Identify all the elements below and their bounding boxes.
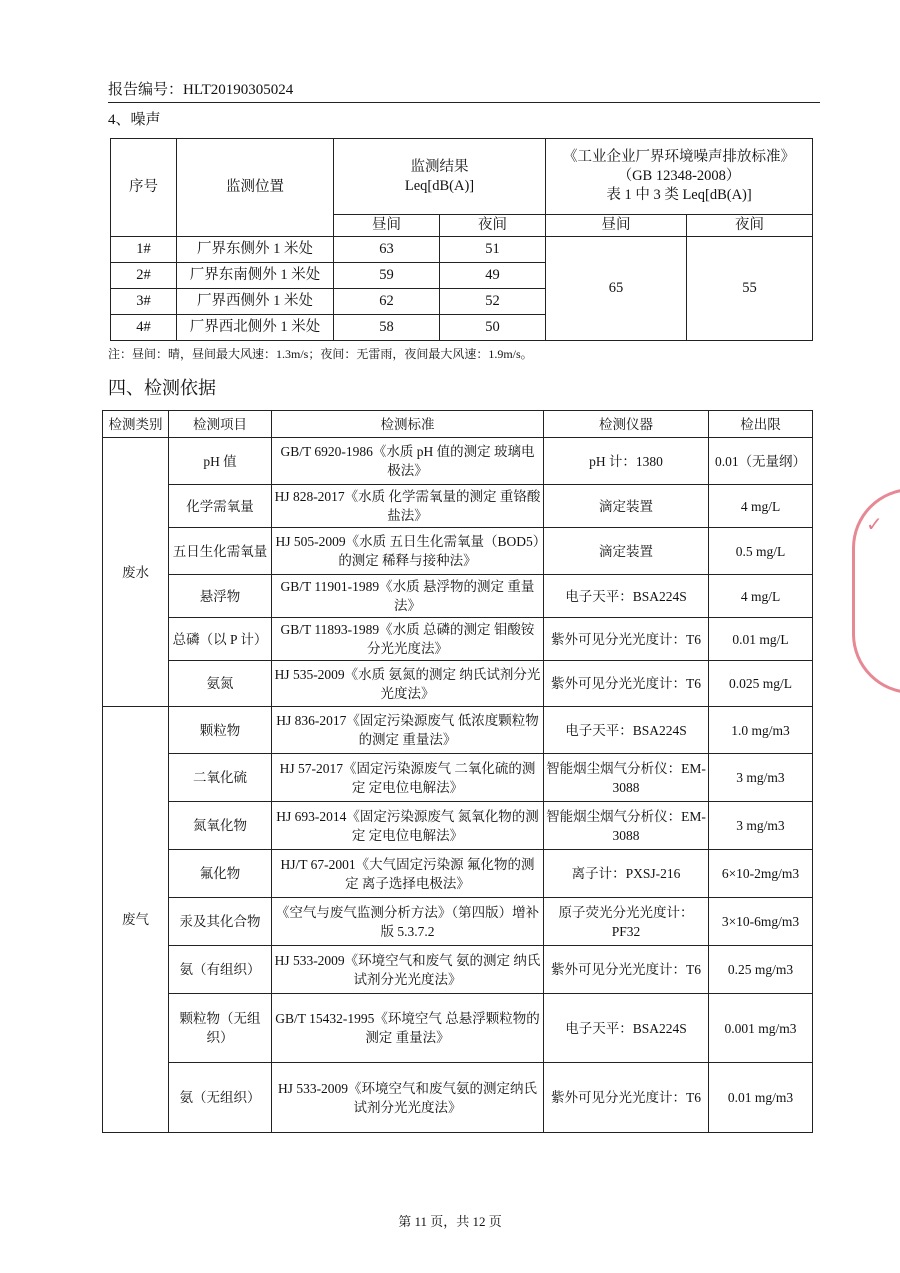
row-item: 氨氮 [169, 661, 272, 707]
row-item: 汞及其化合物 [169, 898, 272, 946]
row-standard: GB/T 11893-1989《水质 总磷的测定 钼酸铵分光光度法》 [272, 618, 544, 661]
row-instrument: pH 计：1380 [544, 438, 709, 485]
header-instrument: 检测仪器 [544, 411, 709, 438]
row-limit: 4 mg/L [709, 575, 813, 618]
table-row [103, 754, 813, 802]
header-standard-name: 《工业企业厂界环境噪声排放标准》 [563, 149, 796, 165]
row-day: 63 [334, 237, 440, 263]
header-standard-class: 表 1 中 3 类 Leq[dB(A)] [606, 187, 752, 203]
row-instrument: 紫外可见分光光度计：T6 [544, 661, 709, 707]
table-row [103, 618, 813, 661]
row-day: 58 [334, 315, 440, 341]
header-category: 检测类别 [103, 411, 169, 438]
row-instrument: 离子计：PXSJ-216 [544, 850, 709, 898]
row-night: 51 [440, 237, 546, 263]
table-row [103, 528, 813, 575]
header-result-unit: Leq[dB(A)] [404, 177, 475, 194]
row-instrument: 紫外可见分光光度计：T6 [544, 1063, 709, 1133]
row-standard: 《空气与废气监测分析方法》（第四版）增补版 5.3.7.2 [272, 898, 544, 946]
row-day: 62 [334, 289, 440, 315]
row-item: 悬浮物 [169, 575, 272, 618]
header-item: 检测项目 [169, 411, 272, 438]
row-standard: HJ 505-2009《水质 五日生化需氧量（BOD5）的测定 稀释与接种法》 [272, 528, 544, 575]
table-row [103, 485, 813, 528]
table-row [103, 661, 813, 707]
table-row [103, 946, 813, 994]
limit-night: 55 [687, 237, 813, 341]
row-instrument: 电子天平：BSA224S [544, 575, 709, 618]
row-item: 二氧化硫 [169, 754, 272, 802]
row-night: 50 [440, 315, 546, 341]
row-standard: HJ/T 67-2001《大气固定污染源 氟化物的测定 离子选择电极法》 [272, 850, 544, 898]
table-row [103, 1063, 813, 1133]
category-water: 废水 [103, 438, 169, 707]
row-no: 4# [111, 315, 177, 341]
row-standard: GB/T 11901-1989《水质 悬浮物的测定 重量法》 [272, 575, 544, 618]
row-standard: HJ 533-2009《环境空气和废气氨的测定纳氏试剂分光光度法》 [272, 1063, 544, 1133]
row-item: 总磷（以 P 计） [169, 618, 272, 661]
table-row [103, 994, 813, 1063]
header-result-label: 监测结果 [410, 158, 469, 175]
row-item: 氟化物 [169, 850, 272, 898]
row-limit: 0.01（无量纲） [709, 438, 813, 485]
row-instrument: 滴定装置 [544, 485, 709, 528]
header-standard-code: （GB 12348-2008） [617, 168, 741, 184]
row-limit: 0.01 mg/L [709, 618, 813, 661]
row-location: 厂界西侧外 1 米处 [177, 289, 334, 315]
row-night: 49 [440, 263, 546, 289]
row-item: 氮氧化物 [169, 802, 272, 850]
category-gas: 废气 [103, 707, 169, 1133]
row-standard: HJ 693-2014《固定污染源废气 氮氧化物的测定 定电位电解法》 [272, 802, 544, 850]
row-day: 59 [334, 263, 440, 289]
row-standard: GB/T 15432-1995《环境空气 总悬浮颗粒物的测定 重量法》 [272, 994, 544, 1063]
row-item: 颗粒物 [169, 707, 272, 754]
row-item: 五日生化需氧量 [169, 528, 272, 575]
row-item: 氨（无组织） [169, 1063, 272, 1133]
table-row [103, 898, 813, 946]
row-instrument: 原子荧光分光光度计：PF32 [544, 898, 709, 946]
table-row [103, 707, 813, 754]
row-instrument: 电子天平：BSA224S [544, 707, 709, 754]
row-limit: 0.01 mg/m3 [709, 1063, 813, 1133]
header-result [334, 139, 546, 215]
row-limit: 0.001 mg/m3 [709, 994, 813, 1063]
section-title-noise: 4、噪声 [108, 112, 161, 128]
row-standard: HJ 57-2017《固定污染源废气 二氧化硫的测定 定电位电解法》 [272, 754, 544, 802]
row-item: 颗粒物（无组织） [169, 994, 272, 1063]
section-title-basis: 四、检测依据 [108, 378, 216, 398]
row-item: 化学需氧量 [169, 485, 272, 528]
row-standard: GB/T 6920-1986《水质 pH 值的测定 玻璃电极法》 [272, 438, 544, 485]
row-instrument: 紫外可见分光光度计：T6 [544, 946, 709, 994]
row-standard: HJ 535-2009《水质 氨氮的测定 纳氏试剂分光光度法》 [272, 661, 544, 707]
row-instrument: 智能烟尘烟气分析仪：EM-3088 [544, 802, 709, 850]
report-number: 报告编号：HLT20190305024 [108, 78, 820, 103]
row-location: 厂界西北侧外 1 米处 [177, 315, 334, 341]
header-limit: 检出限 [709, 411, 813, 438]
table-row [103, 575, 813, 618]
table-row [103, 802, 813, 850]
row-location: 厂界东南侧外 1 米处 [177, 263, 334, 289]
header-location: 监测位置 [177, 139, 334, 237]
row-limit: 4 mg/L [709, 485, 813, 528]
row-no: 2# [111, 263, 177, 289]
table-row [103, 438, 813, 485]
header-result-night: 夜间 [440, 215, 546, 237]
row-limit: 0.025 mg/L [709, 661, 813, 707]
header-limit-day: 昼间 [546, 215, 687, 237]
header-limit-night: 夜间 [687, 215, 813, 237]
row-no: 1# [111, 237, 177, 263]
page-number: 第 11 页，共 12 页 [398, 1214, 502, 1229]
row-instrument: 紫外可见分光光度计：T6 [544, 618, 709, 661]
row-item: pH 值 [169, 438, 272, 485]
row-limit: 0.25 mg/m3 [709, 946, 813, 994]
row-standard: HJ 533-2009《环境空气和废气 氨的测定 纳氏试剂分光光度法》 [272, 946, 544, 994]
row-limit: 3×10-6mg/m3 [709, 898, 813, 946]
seal-stamp-mark: ✓ [866, 514, 883, 536]
row-night: 52 [440, 289, 546, 315]
basis-table [102, 410, 813, 1133]
row-no: 3# [111, 289, 177, 315]
noise-table [110, 138, 813, 341]
table-row [111, 237, 813, 263]
row-limit: 3 mg/m3 [709, 802, 813, 850]
row-instrument: 滴定装置 [544, 528, 709, 575]
row-instrument: 智能烟尘烟气分析仪：EM-3088 [544, 754, 709, 802]
header-standard: 检测标准 [272, 411, 544, 438]
row-limit: 3 mg/m3 [709, 754, 813, 802]
weather-note: 注：昼间：晴，昼间最大风速：1.3m/s；夜间：无雷雨，夜间最大风速：1.9m/s。 [108, 347, 533, 361]
row-standard: HJ 828-2017《水质 化学需氧量的测定 重铬酸盐法》 [272, 485, 544, 528]
row-limit: 0.5 mg/L [709, 528, 813, 575]
header-result-day: 昼间 [334, 215, 440, 237]
limit-day: 65 [546, 237, 687, 341]
row-standard: HJ 836-2017《固定污染源废气 低浓度颗粒物的测定 重量法》 [272, 707, 544, 754]
row-limit: 1.0 mg/m3 [709, 707, 813, 754]
table-row [103, 850, 813, 898]
header-no: 序号 [111, 139, 177, 237]
row-limit: 6×10-2mg/m3 [709, 850, 813, 898]
row-location: 厂界东侧外 1 米处 [177, 237, 334, 263]
header-standard [546, 139, 813, 215]
row-instrument: 电子天平：BSA224S [544, 994, 709, 1063]
row-item: 氨（有组织） [169, 946, 272, 994]
